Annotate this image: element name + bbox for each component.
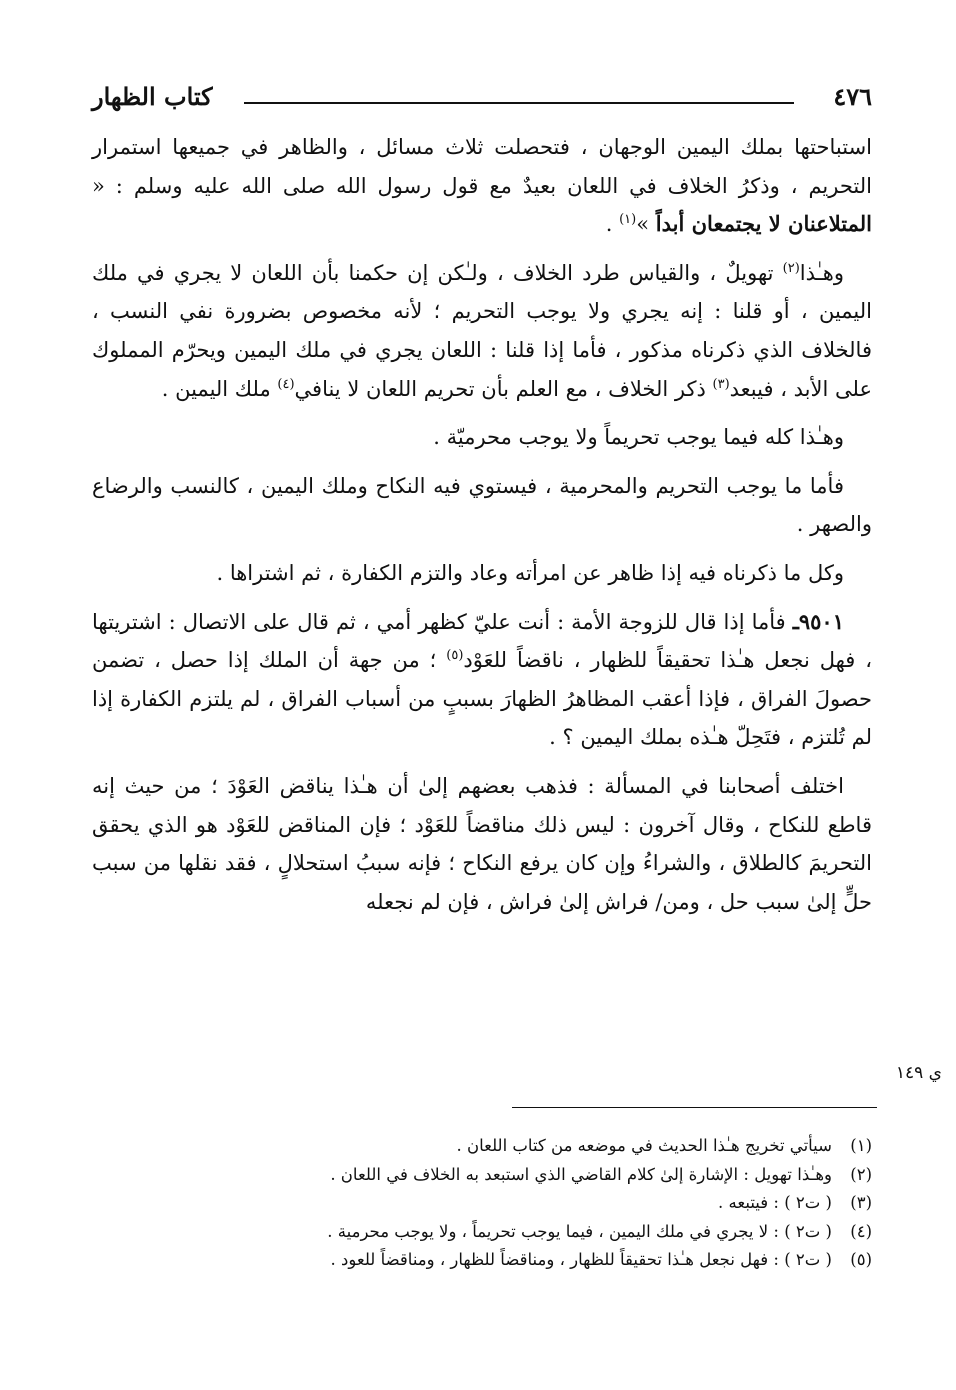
paragraph-5: وكل ما ذكرناه فيه إذا ظاهر عن امرأته وعاد والتزم الكفارة ، ثم اشتراها . <box>216 560 844 585</box>
footnote-ref: (٤) <box>277 376 295 392</box>
paragraph-1: استباحتها بملك اليمين الوجهان ، فتحصلت ثلاث مسائل ، والظاهر في جميعها استمرار التحريم ، وذكرُ الخلاف في اللعان بعيدٌ مع قول رسول الله صلى الله عليه وسلم : « المتلاعنان لا يجتمعان أبداً »$^{(١)}$ . <box>92 135 872 237</box>
footnote-ref: (١) <box>619 212 637 228</box>
footnote: (٣)( ت٢ ) : فيتبعه . <box>718 1193 872 1213</box>
footnote: (٤)( ت٢ ) : لا يجري في ملك اليمين ، فيما يوجب تحريماً ، ولا يوجب محرمية . <box>327 1221 872 1241</box>
footnotes <box>92 1132 872 1275</box>
hadith-quote: المتلاعنان لا يجتمعان أبداً <box>655 211 872 237</box>
footnote: (١)سيأتي تخريج هـٰذا الحديث في موضعه من كتاب اللعان . <box>456 1136 872 1155</box>
manuscript-folio-note: ي ١٤٩ <box>895 1063 942 1083</box>
footnote-ref: (٢) <box>782 260 800 276</box>
paragraph-7: اختلف أصحابنا في المسألة : فذهب بعضهم إلىٰ أن هـٰذا يناقض العَوْدَ ؛ من حيث إنه قاطع للنكاح ، وقال آخرون : ليس ذلك مناقضاً للعَوْد ؛ فإن المناقض للعَوْد هو الذي يحقق التحريمَ كالطلاق ، والشراءُ وإن كان يرفع النكاح ؛ فإنه سببُ استحلالٍ ، فقد نقلها من سبب حلٍّ إلىٰ سبب حل ، ومن/ فراش إلىٰ فراش ، فإن لم نجعله <box>92 773 872 914</box>
page-header <box>92 82 872 122</box>
running-title: كتاب الظهار <box>92 82 213 111</box>
footnote-ref: (٣) <box>712 376 730 392</box>
paragraph-3: وهـٰذا كله فيما يوجب تحريماً ولا يوجب محرميّة . <box>433 425 844 450</box>
issue-number: ٩٥٠١ـ <box>792 608 844 634</box>
footnote-ref: (٥) <box>446 648 464 664</box>
footnote: (٢)وهـٰذا تهويل : الإشارة إلىٰ كلام القاضي الذي استبعد به الخلاف في اللعان . <box>330 1164 872 1184</box>
footnote: (٥)( ت٢ ) : فهل نجعل هـٰذا تحقيقاً للظهار ، ومناقضاً للظهار ، ومناقضاً للعود . <box>330 1250 872 1270</box>
paragraph-2: وهـٰذا$^{(٢)}$ تهويلٌ ، والقياس طرد الخلاف ، ولـٰكن إن حكمنا بأن اللعان لا يجري في ملك اليمين ، أو قلنا : إنه يجري ولا يوجب التحريم ؛ لأنه مخصوص بضرورة نفي النسب ، فالخلاف الذي ذكرناه مذكور ، فأما إذا قلنا : اللعان يجري في ملك اليمين ويحرّم المملوك على الأبد ، فيبعد$^{(٣)}$ ذكر الخلاف ، مع العلم بأن تحريم اللعان لا ينافي$^{(٤)}$ ملك اليمين . <box>92 260 872 401</box>
paragraph-4: فأما ما يوجب التحريم والمحرمية ، فيستوي فيه النكاح وملك اليمين ، كالنسب والرضاع والصهر . <box>92 473 872 537</box>
header-rule <box>244 102 794 104</box>
footnote-rule <box>512 1107 877 1108</box>
main-text <box>92 128 872 931</box>
paragraph-6: ٩٥٠١ـ فأما إذا قال للزوجة الأمة : أنت عليّ كظهر أمي ، ثم قال على الاتصال : اشتريتها ، فهل نجعل هـٰذا تحقيقاً للظهار ، ناقضاً للعَوْد$^{(٥)}$ ؛ من جهة أن الملك إذا حصل ، تضمن حصولَ الفراق ، فإذا أعقب المظاهرُ الظهارَ بسببٍ من أسباب الفراق ، لم يلتزم الكفارة إذا لم تُلتزم ، فتَحِلّ هـٰذه بملك اليمين ؟ . <box>92 608 872 750</box>
page-number: ٤٧٦ <box>833 82 872 111</box>
